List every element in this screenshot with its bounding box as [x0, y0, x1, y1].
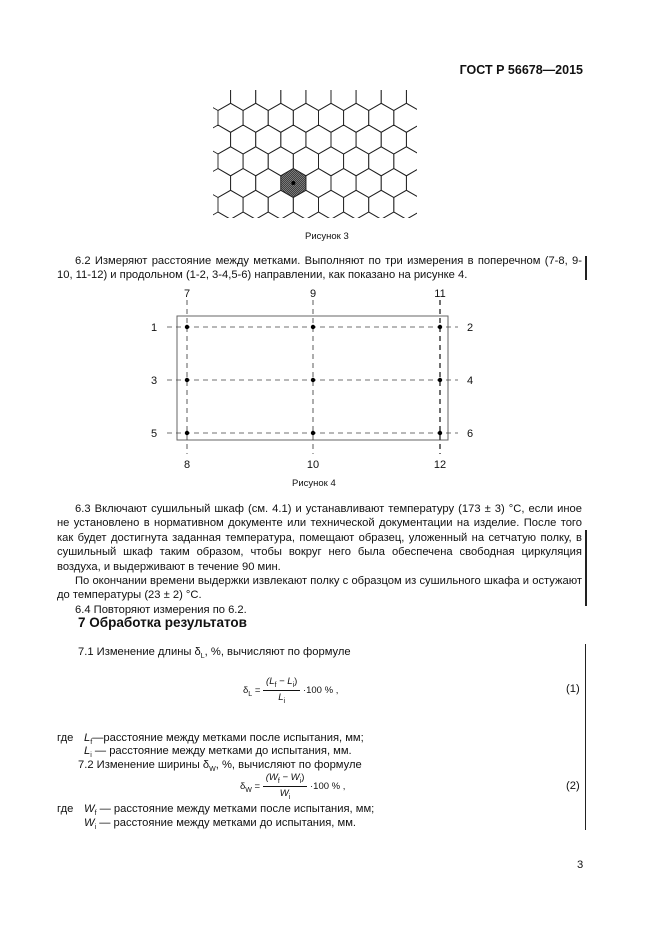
- hexagon-cell: [406, 88, 425, 111]
- hexagon-cell: [406, 212, 425, 220]
- change-bar: [585, 256, 587, 280]
- hexagon-cell: [319, 147, 344, 176]
- point-label: 7: [183, 288, 191, 300]
- page-number: 3: [577, 859, 584, 871]
- hexagon-cell: [256, 88, 281, 111]
- hexagon-cell: [344, 190, 369, 219]
- point-label: 5: [150, 428, 158, 440]
- figure-4-measurement-diagram: [140, 282, 490, 474]
- center-mark-dot: [291, 181, 295, 185]
- paragraph-6-3: 6.3 Включают сушильный шкаф (см. 4.1) и устанавливают температуру (173 ± 3) °С, если иное не установлено в нормативном документе или технической документации на изделие. После того как будет достигнута заданная температура, помещают образец, уложенный на сетчатую полку, в сушильный шкаф таким образом, чтобы вокруг него была обеспечена свободная циркуляция воздуха, и выдерживают в течение 90 мин. По окончании времени выдержки извлекают полку с образцом из сушильного шкафа и остужают до температуры (23 ± 2) °С. 6.4 Повторяют измерения по 6.2.: [57, 503, 582, 616]
- hexagon-cell: [331, 212, 356, 220]
- hexagon-cell: [306, 125, 331, 154]
- hexagon-cell: [381, 212, 406, 220]
- measurement-mark: [185, 431, 189, 435]
- where-1-item-2: $L_i$ — расстояние между метками до испытания, мм.: [84, 745, 352, 760]
- hexagon-cell: [256, 125, 281, 154]
- hexagon-cell: [243, 147, 268, 176]
- hexagon-cell: [281, 125, 306, 154]
- hexagon-cell: [369, 147, 394, 176]
- hexagon-cell: [243, 190, 268, 219]
- point-label: 4: [466, 375, 474, 387]
- hexagon-cell: [369, 103, 394, 132]
- hexagon-cell: [356, 212, 381, 220]
- hexagon-cell: [331, 169, 356, 198]
- hexagon-cell: [356, 88, 381, 111]
- hexagon-cell: [306, 169, 331, 198]
- hexagon-cell: [356, 125, 381, 154]
- hexagon-cell: [419, 103, 425, 132]
- item-7-1: 7.1 Изменение длины $\delta_L$, %, вычисляют по формуле: [78, 646, 351, 661]
- point-label: 9: [309, 288, 317, 300]
- formula-1: $\delta_L$ = $\frac{(L_f - L_i)}{L_i}$ ·100 % ,: [243, 676, 339, 705]
- hexagon-cell: [394, 147, 419, 176]
- where-2-item-2: $W_i$ — расстояние между метками до испытания, мм.: [84, 817, 356, 832]
- formula-1-fraction: $\frac{(L_f - L_i)}{L_i}$: [263, 676, 300, 705]
- hexagon-cell: [256, 212, 281, 220]
- where-label-1: где: [57, 732, 74, 744]
- hexagon-cell: [306, 88, 331, 111]
- figure-4-caption: Рисунок 4: [292, 478, 336, 489]
- where-2-item-1: $W_f$ — расстояние между метками после испытания, мм;: [84, 803, 375, 818]
- point-label: 2: [466, 322, 474, 334]
- hexagon-cell: [394, 103, 419, 132]
- hexagon-cell: [394, 190, 419, 219]
- hexagon-cell: [293, 103, 318, 132]
- point-label: 8: [183, 459, 191, 471]
- hexagon-cell: [231, 125, 256, 154]
- standard-header: ГОСТ Р 56678—2015: [459, 63, 583, 77]
- hexagon-cell: [205, 125, 230, 154]
- hexagon-cell: [218, 103, 243, 132]
- hexagon-cell: [268, 103, 293, 132]
- where-1-item-1: $L_f—расстояние$ между метками после испытания, мм;: [84, 732, 364, 747]
- hexagon-cell: [218, 190, 243, 219]
- hexagon-cell: [381, 169, 406, 198]
- hexagon-cell: [319, 103, 344, 132]
- hexagon-cell: [331, 88, 356, 111]
- figure-3-caption: Рисунок 3: [305, 231, 349, 242]
- point-label: 3: [150, 375, 158, 387]
- measurement-mark: [438, 325, 442, 329]
- hexagon-cell: [205, 169, 230, 198]
- hexagon-cell: [331, 125, 356, 154]
- hexagon-cell: [419, 147, 425, 176]
- change-bar: [585, 644, 586, 830]
- hexagon-cell: [344, 147, 369, 176]
- formula-1-number: (1): [566, 683, 580, 695]
- figure-3-hexagon-mesh: [205, 88, 425, 220]
- section-7-title: 7 Обработка результатов: [78, 615, 247, 630]
- hexagon-cell: [356, 169, 381, 198]
- hexagon-cell: [243, 103, 268, 132]
- hexagon-cell: [406, 169, 425, 198]
- hexagon-cell: [319, 190, 344, 219]
- hexagon-cell: [231, 212, 256, 220]
- hexagon-cell: [281, 88, 306, 111]
- hexagon-cell: [381, 88, 406, 111]
- measurement-mark: [438, 378, 442, 382]
- hexagon-cell: [205, 212, 230, 220]
- hexagon-cell: [256, 169, 281, 198]
- hexagon-cell: [369, 190, 394, 219]
- item-7-2: 7.2 Изменение ширины $\delta_W$, %, вычисляют по формуле: [78, 759, 362, 774]
- hexagon-cell: [281, 212, 306, 220]
- point-label: 1: [150, 322, 158, 334]
- formula-2: $\delta_W$ = $\frac{(W_f - W_i)}{W_i}$ ·100 % ,: [240, 772, 346, 801]
- where-label-2: где: [57, 803, 74, 815]
- measurement-mark: [311, 325, 315, 329]
- hexagon-cell: [306, 212, 331, 220]
- measurement-mark: [311, 378, 315, 382]
- formula-2-fraction: $\frac{(W_f - W_i)}{W_i}$: [263, 772, 308, 801]
- point-label: 10: [306, 459, 320, 471]
- point-label: 6: [466, 428, 474, 440]
- measurement-mark: [185, 325, 189, 329]
- paragraph-6-2: 6.2 Измеряют расстояние между метками. Выполняют по три измерения в поперечном (7-8, 9-10, 11-12) и продольном (1-2, 3-4,5-6) направлении, как показано на рисунке 4.: [57, 255, 582, 282]
- hexagon-cell: [231, 88, 256, 111]
- hexagon-cell: [419, 190, 425, 219]
- change-bar: [585, 530, 587, 606]
- hexagon-cell: [218, 147, 243, 176]
- hexagon-cell: [205, 88, 230, 111]
- hexagon-cell: [344, 103, 369, 132]
- formula-2-number: (2): [566, 780, 580, 792]
- point-label: 11: [434, 288, 446, 300]
- hexagon-cell: [231, 169, 256, 198]
- hexagon-cell: [381, 125, 406, 154]
- measurement-mark: [438, 431, 442, 435]
- measurement-mark: [311, 431, 315, 435]
- point-label: 12: [433, 459, 447, 471]
- measurement-mark: [185, 378, 189, 382]
- hexagon-cell: [406, 125, 425, 154]
